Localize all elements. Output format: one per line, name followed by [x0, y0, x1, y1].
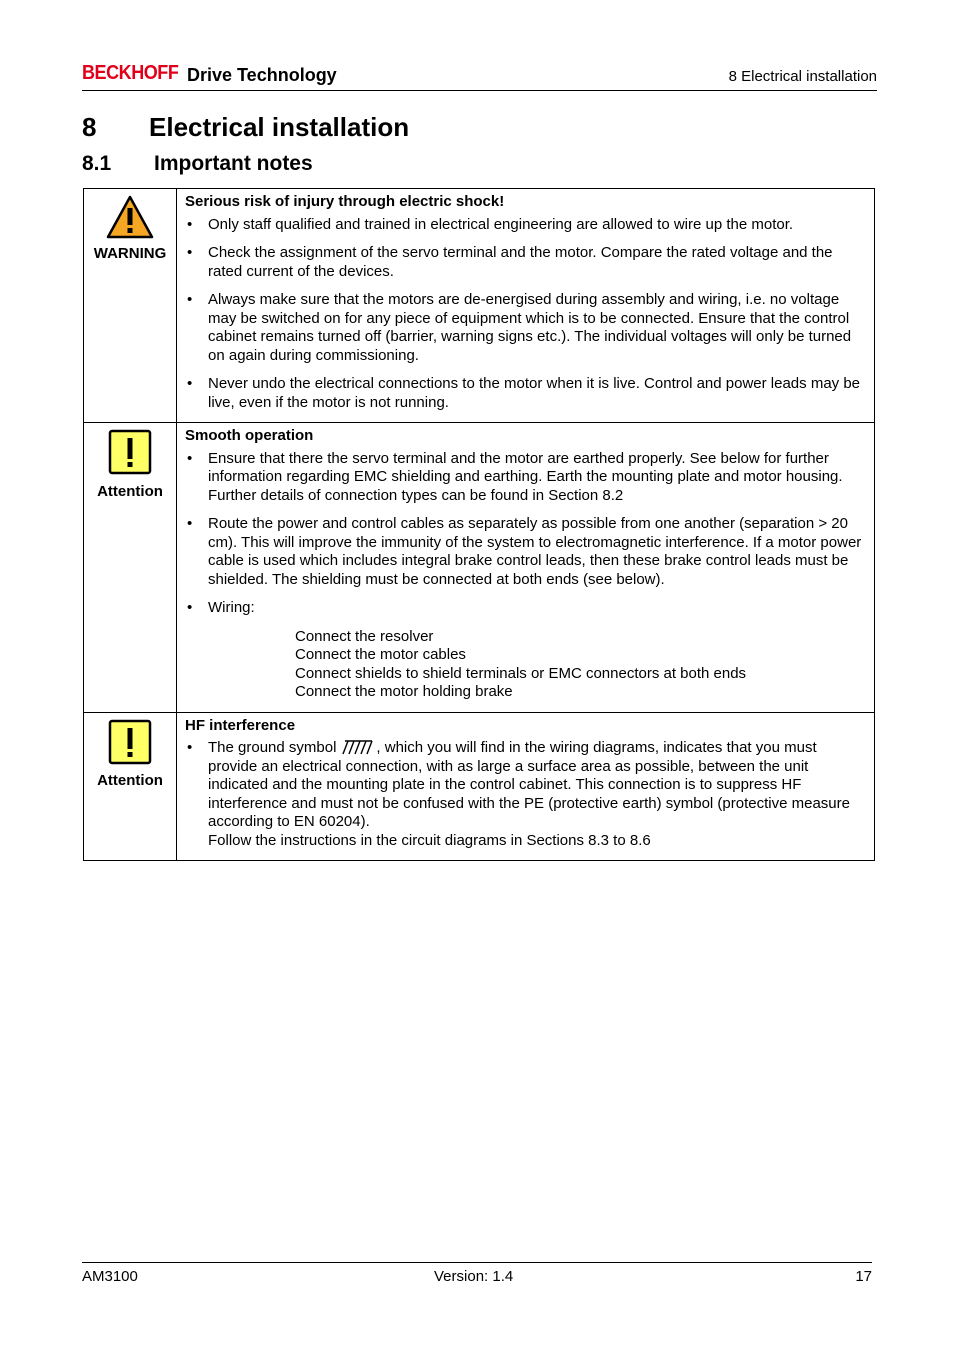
note-label: Attention	[97, 482, 163, 500]
notes-table	[83, 188, 875, 861]
note-label: WARNING	[93, 244, 167, 262]
note-bullet-list	[185, 739, 862, 850]
wiring-steps	[185, 628, 862, 702]
wiring-step: Connect the resolver	[295, 627, 434, 645]
list-item: • Wiring:	[185, 599, 862, 618]
section-heading	[82, 152, 313, 176]
section-title: Important notes	[154, 152, 313, 175]
page-header	[82, 62, 877, 91]
note-title: Serious risk of injury through electric shock!	[185, 193, 505, 210]
bullet-text-before-symbol: The ground symbol	[208, 739, 337, 756]
exclamation-box-icon	[108, 719, 152, 765]
list-item: • Route the power and control cables as separately as possible from one another (separation > 20 cm). This will improve the immunity of the system to electromagnetic interference. If a motor power cable is used which includes integral brake control leads, then these brake control leads must be shielded. The shielding must be connected at both ends (see below).	[185, 515, 862, 589]
list-item: • Ensure that there the servo terminal and the motor are earthed properly. See below for further information regarding EMC shielding and earthing. Earth the mounting plate and motor housing. Further details of connection types can be found in Section 8.2	[185, 450, 862, 506]
chapter-number: 8	[82, 112, 97, 142]
note-row-smooth-operation	[84, 423, 875, 713]
note-row-hf-interference	[84, 712, 875, 861]
note-row-warning	[84, 189, 875, 423]
list-item: • Always make sure that the motors are de-energised during assembly and wiring, i.e. no voltage may be switched on for any piece of equipment which is to be connected. Ensure that the control cabinet remains turned off (barrier, warning signs etc.). The individual voltages will only be turned on again during commissioning.	[185, 291, 862, 365]
note-title: HF interference	[185, 716, 296, 734]
wiring-step: Connect the motor holding brake	[295, 683, 513, 700]
brand-subtitle: Drive Technology	[187, 65, 337, 85]
footer-doc-id: AM3100	[82, 1268, 138, 1285]
list-item	[185, 739, 862, 850]
wiring-step: Connect shields to shield terminals or EMC connectors at both ends	[295, 664, 747, 682]
footer-page-number: 17	[855, 1268, 872, 1285]
warning-triangle-icon	[106, 195, 154, 239]
list-item: • Check the assignment of the servo terminal and the motor. Compare the rated voltage and the rated current of the devices.	[185, 244, 862, 281]
beckhoff-logo: BECKHOFF	[82, 62, 179, 84]
chapter-heading	[82, 112, 409, 143]
bullet-followup: Follow the instructions in the circuit diagrams in Sections 8.3 to 8.6	[208, 831, 651, 849]
ground-symbol-icon	[339, 739, 373, 755]
list-item: • Only staff qualified and trained in electrical engineering are allowed to wire up the motor.	[185, 216, 862, 235]
note-text-cell	[177, 712, 875, 861]
note-icon-cell	[84, 712, 177, 861]
note-text-cell	[177, 423, 875, 713]
bullet-text-after-symbol: , which you will find in the wiring diagrams, indicates that you must provide an electrical connection, with as large a surface area as possible, between the unit indicated and the mounting plate in the control cabinet. This connection is to suppress HF interference and must not be confused with the PE (protective earth) symbol (protective measure according to EN 60204).	[208, 739, 850, 830]
note-bullet-list	[185, 216, 862, 413]
chapter-title: Electrical installation	[149, 112, 410, 142]
note-label: Attention	[97, 772, 163, 789]
header-section-ref: 8 Electrical installation	[728, 68, 877, 85]
footer-version: Version: 1.4	[434, 1268, 514, 1285]
exclamation-box-icon	[108, 429, 152, 475]
note-icon-cell	[84, 423, 177, 713]
note-title: Smooth operation	[185, 427, 314, 444]
note-icon-cell	[84, 189, 177, 423]
list-item: • Never undo the electrical connections to the motor when it is live. Control and power leads may be live, even if the motor is not running.	[185, 375, 862, 412]
note-text-cell	[177, 189, 875, 423]
page-footer	[82, 1262, 872, 1287]
wiring-step: Connect the motor cables	[295, 646, 466, 663]
section-number: 8.1	[82, 152, 112, 175]
note-bullet-list	[185, 450, 862, 618]
